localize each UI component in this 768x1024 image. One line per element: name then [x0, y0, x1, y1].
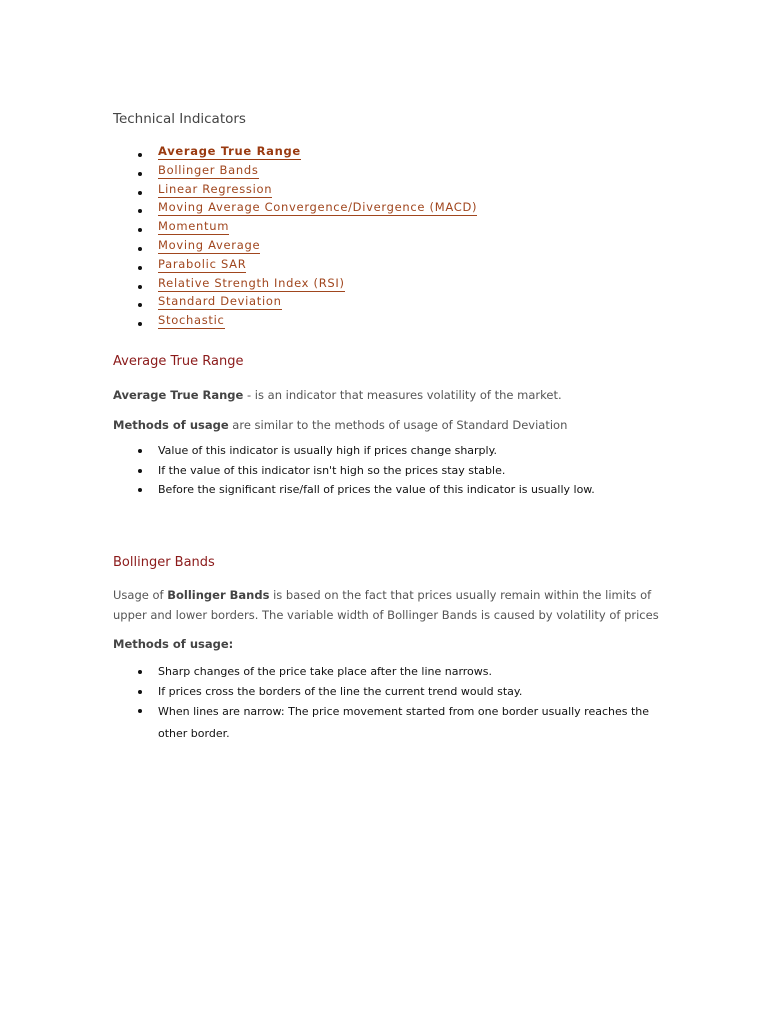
toc-link-average-true-range[interactable]: Average True Range: [158, 144, 301, 158]
toc-item: [113, 219, 477, 238]
section-heading-bollinger: Bollinger Bands: [113, 555, 215, 570]
bollinger-intro-term: Bollinger Bands: [167, 588, 270, 602]
table-of-contents: [113, 144, 477, 332]
toc-link-stochastic[interactable]: Stochastic: [158, 313, 225, 328]
atr-intro-text: - is an indicator that measures volatility of the market.: [243, 388, 562, 402]
toc-link-linear-regression[interactable]: Linear Regression: [158, 181, 273, 196]
toc-item: [113, 238, 477, 257]
list-item: Sharp changes of the price take place after the line narrows.: [113, 662, 658, 682]
toc-item: [113, 294, 477, 313]
list-item: Value of this indicator is usually high if prices change sharply.: [113, 441, 673, 461]
atr-usage-term: Methods of usage: [113, 418, 229, 432]
list-item: Before the significant rise/fall of prices the value of this indicator is usually low.: [113, 480, 673, 500]
list-item: When lines are narrow: The price movement started from one border usually reaches the other border.: [113, 701, 658, 745]
bollinger-usage-term: Methods of usage:: [113, 637, 234, 651]
atr-usage-list: [113, 441, 673, 500]
toc-link-parabolic-sar[interactable]: Parabolic SAR: [158, 256, 247, 271]
atr-intro-term: Average True Range: [113, 388, 244, 402]
section-heading-atr: Average True Range: [113, 354, 244, 369]
toc-item: [113, 182, 477, 201]
list-item: If prices cross the borders of the line the current trend would stay.: [113, 682, 658, 702]
bollinger-intro-text: is based on the fact that prices usually remain within the limits of upper and lower borders. The variable width of Bollinger Bands is caused by volatility of prices: [113, 588, 659, 622]
toc-item: [113, 313, 477, 332]
toc-link-rsi[interactable]: Relative Strength Index (RSI): [158, 275, 345, 290]
toc-link-bollinger-bands[interactable]: Bollinger Bands: [158, 162, 259, 177]
atr-usage: [113, 415, 567, 435]
atr-intro: [113, 385, 562, 405]
toc-item: [113, 257, 477, 276]
toc-link-macd[interactable]: Moving Average Convergence/Divergence (MACD): [158, 200, 478, 215]
toc-link-standard-deviation[interactable]: Standard Deviation: [158, 294, 282, 309]
bollinger-intro-pre: Usage of: [113, 588, 168, 602]
toc-item: [113, 144, 477, 163]
toc-item: [113, 200, 477, 219]
toc-link-momentum[interactable]: Momentum: [158, 219, 230, 234]
list-item: If the value of this indicator isn't high so the prices stay stable.: [113, 461, 673, 481]
bollinger-usage-list: [113, 662, 658, 745]
toc-link-moving-average[interactable]: Moving Average: [158, 237, 261, 252]
toc-item: [113, 163, 477, 182]
bollinger-usage-label: [113, 634, 233, 654]
page-title: Technical Indicators: [113, 111, 246, 127]
toc-item: [113, 276, 477, 295]
bollinger-intro: [113, 585, 661, 625]
atr-usage-text: are similar to the methods of usage of Standard Deviation: [228, 418, 568, 432]
